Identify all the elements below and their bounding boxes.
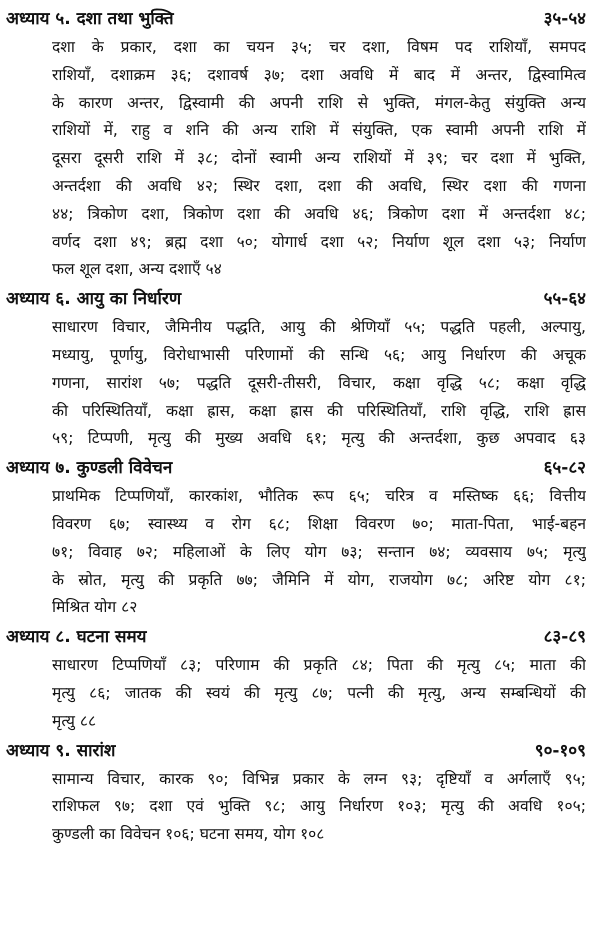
- chapter-6: [6, 284, 590, 453]
- topic-line: दूसरा दूसरी राशि में ३८; दोनों स्वामी अन्य राशियों में ३९; चर दशा में भुक्ति,: [52, 149, 586, 168]
- topic-line: मिश्रित योग ८२: [52, 598, 138, 617]
- chapter-topics: [6, 483, 590, 622]
- chapter-title: अध्याय ७. कुण्डली विवेचन: [6, 458, 173, 479]
- chapter-topics: [6, 766, 590, 849]
- topic-line: ४४; त्रिकोण दशा, त्रिकोण दशा की अवधि ४६; त्रिकोण दशा में अन्तर्दशा ४८;: [52, 204, 586, 223]
- chapter-page-range: ३५-५४: [543, 9, 586, 29]
- chapter-topics: [6, 314, 590, 453]
- topic-line: दशा के प्रकार, दशा का चयन ३५; चर दशा, विषम पद राशियाँ, समपद: [52, 38, 586, 56]
- topic-line: साधारण विचार, जैमिनीय पद्धति, आयु की श्रेणियाँ ५५; पद्धति पहली, अल्पायु,: [52, 318, 586, 337]
- chapter-heading: [6, 736, 590, 766]
- chapter-heading: [6, 284, 590, 314]
- chapter-topics: [6, 34, 590, 284]
- topic-line: के कारण अन्तर, द्विस्वामी की अपनी राशि से भुक्ति, मंगल-केतु संयुक्ति अन्य: [52, 93, 586, 112]
- topic-line: की परिस्थितियाँ, कक्षा ह्रास, कक्षा ह्रास की परिस्थितियाँ, राशि वृद्धि, राशि ह्रास: [52, 401, 586, 420]
- chapter-page-range: ९०-१०९: [534, 740, 586, 761]
- chapter-page-range: ५५-६४: [543, 289, 586, 310]
- topic-line: ५९; टिप्पणी, मृत्यु की मुख्य अवधि ६१; मृत्यु की अन्तर्दशा, कुछ अपवाद ६३: [52, 429, 586, 448]
- topic-line: विवरण ६७; स्वास्थ्य व रोग ६८; शिक्षा विवरण ७०; माता-पिता, भाई-बहन: [52, 514, 586, 533]
- topic-line: प्राथमिक टिप्पणियाँ, कारकांश, भौतिक रूप ६५; चरित्र व मस्तिष्क ६६; वित्तीय: [52, 487, 586, 506]
- chapter-title: अध्याय ६. आयु का निर्धारण: [6, 289, 182, 310]
- chapter-heading: [6, 453, 590, 483]
- chapter-5: [6, 4, 590, 284]
- chapter-9: [6, 736, 590, 849]
- chapter-title: अध्याय ५. दशा तथा भुक्ति: [6, 9, 174, 29]
- topic-line: गणना, सारांश ५७; पद्धति दूसरी-तीसरी, विचार, कक्षा वृद्धि ५८; कक्षा वृद्धि: [52, 373, 586, 392]
- chapter-heading: [6, 4, 590, 34]
- chapter-title: अध्याय ९. सारांश: [6, 740, 116, 761]
- topic-line: वर्णद दशा ४९; ब्रह्म दशा ५०; योगार्ध दशा ५२; निर्याण शूल दशा ५३; निर्याण: [52, 232, 586, 251]
- topic-line: अन्तर्दशा की अवधि ४२; स्थिर दशा, दशा की अवधि, स्थिर दशा की गणना: [52, 176, 586, 195]
- topic-line: फल शूल दशा, अन्य दशाएँ ५४: [52, 260, 222, 279]
- chapter-title: अध्याय ८. घटना समय: [6, 627, 147, 648]
- topic-line: मृत्यु ८८: [52, 711, 97, 730]
- chapter-8: [6, 622, 590, 735]
- topic-line: मृत्यु ८६; जातक की स्वयं की मृत्यु ८७; पत्नी की मृत्यु, अन्य सम्बन्धियों की: [52, 683, 586, 702]
- chapter-topics: [6, 652, 590, 735]
- chapter-heading: [6, 622, 590, 652]
- topic-line: सामान्य विचार, कारक ९०; विभिन्न प्रकार के लग्न ९३; दृष्टियाँ व अर्गलाएँ ९५;: [52, 769, 586, 788]
- topic-line: राशियों में, राहु व शनि की अन्य राशि में संयुक्ति, एक स्वामी अपनी राशि में: [52, 121, 586, 140]
- topic-line: ७१; विवाह ७२; महिलाओं के लिए योग ७३; सन्तान ७४; व्यवसाय ७५; मृत्यु: [52, 542, 586, 561]
- topic-line: मध्यायु, पूर्णायु, विरोधाभासी परिणामों की सन्धि ५६; आयु निर्धारण की अचूक: [52, 345, 586, 364]
- topic-line: कुण्डली का विवेचन १०६; घटना समय, योग १०८: [52, 825, 325, 844]
- chapter-page-range: ६५-८२: [543, 458, 586, 479]
- topic-line: राशियाँ, दशाक्रम ३६; दशावर्ष ३७; दशा अवधि में बाद में अन्तर, द्विस्वामित्व: [52, 65, 586, 84]
- chapter-page-range: ८३-८९: [543, 627, 586, 648]
- topic-line: साधारण टिप्पणियाँ ८३; परिणाम की प्रकृति ८४; पिता की मृत्यु ८५; माता की: [52, 656, 586, 675]
- chapter-7: [6, 453, 590, 622]
- topic-line: के स्रोत, मृत्यु की प्रकृति ७७; जैमिनि में योग, राजयोग ७८; अरिष्ट योग ८१;: [52, 570, 586, 589]
- topic-line: राशिफल ९७; दशा एवं भुक्ति ९८; आयु निर्धारण १०३; मृत्यु की अवधि १०५;: [52, 797, 586, 816]
